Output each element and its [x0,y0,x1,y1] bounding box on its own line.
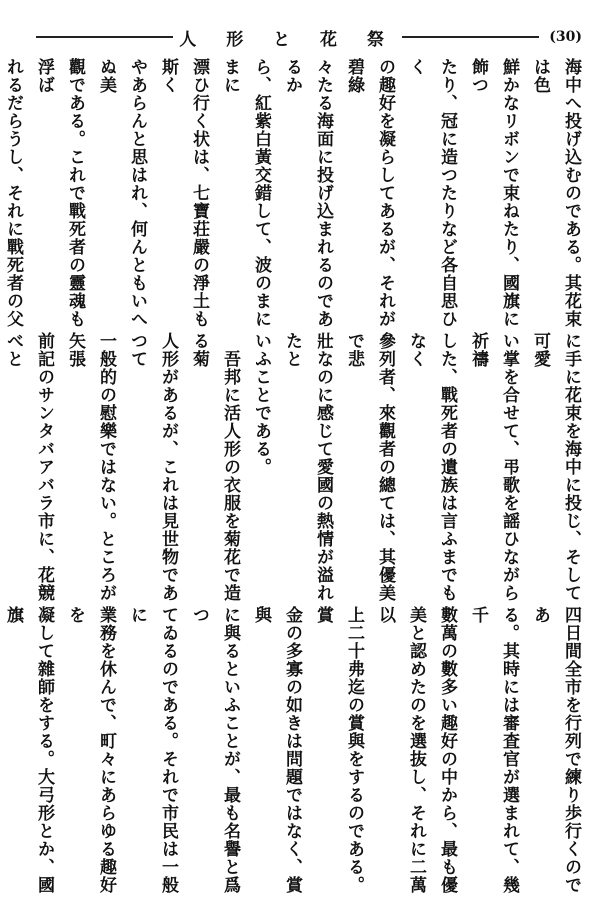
text-column: 吾邦に活人形の衣服を菊花で造る菊 [189,332,240,602]
text-column: に與るといふことが、最も名譽と爲つ [189,606,240,894]
text-column: やあらんと思はれ、何んともいへぬ美 [96,58,147,328]
text-column: れるだらうし、それに戰死者の父 [3,58,23,328]
text-column: 業務を休んで、町々にあらゆる趣好を [65,606,116,894]
text-column: 々たる海面に投げ込まれるのであるか [282,58,333,328]
text-column: る。其時には審査官が選まれて、幾千 [468,606,519,894]
text-column: 金の多寡の如きは問題ではなく、賞與 [251,606,302,894]
text-column: に手に花束を海中に投じ、そして可愛 [530,332,581,602]
text-column: した、戰死者の遺族は言ふまでもなく [406,332,457,602]
text-column: 數萬の數多い趣好の中から、最も優 [437,606,457,894]
text-block-middle [3,332,586,602]
text-column: いふことである。 [251,332,271,476]
page-number: (30) [549,29,583,45]
text-column: 前記のサンタバアバラ市に、花競べと [3,332,54,602]
text-column: 四日間全市を行列で練り歩行くのであ [530,606,581,894]
text-block-bottom [3,606,586,896]
text-column: 人形があるが、これは見世物であつて [127,332,178,602]
text-column: たり、冠に造つたりなど各自思ひく [406,58,457,328]
text-column: 海中へ投げ込むのである。其花束は色 [530,58,581,328]
text-column: 凝して雜師をする。大弓形とか、國旗 [3,606,54,894]
text-column: ら、紅紫白黃交錯して、波のまにまに [220,58,271,328]
header-title: 人 形 と 花 祭 [179,29,396,50]
text-column: 美と認めたのを選抜し、それに二萬以 [375,606,426,894]
running-header [30,22,582,52]
text-column: てゐるのである。それで市民は一般に [127,606,178,894]
text-column: 一般的の慰樂ではない。ところが矢張 [65,332,116,602]
text-column: 壯なのに感じて愛國の熱情が溢れたと [282,332,333,602]
text-column: の趣好を凝らしてあるが、それが碧綠 [344,58,395,328]
header-rule-left [36,36,173,38]
text-column: 漂ひ行く状は、七寶荘嚴の淨土も斯く [158,58,209,328]
text-column: い掌を合せて、弔歌を謡ひながら祈禱 [468,332,519,602]
text-block-top [3,58,586,328]
text-column: 鮮かなリボンで束ねたり、國旗に飾つ [468,58,519,328]
text-column: 參列者、來觀者の總ては、其優美で悲 [344,332,395,602]
text-column: 上二十弗迄の賞與をするのである。賞 [313,606,364,894]
text-column: 觀である。これで戰死者の靈魂も浮ば [34,58,85,328]
header-rule-right [402,36,539,38]
